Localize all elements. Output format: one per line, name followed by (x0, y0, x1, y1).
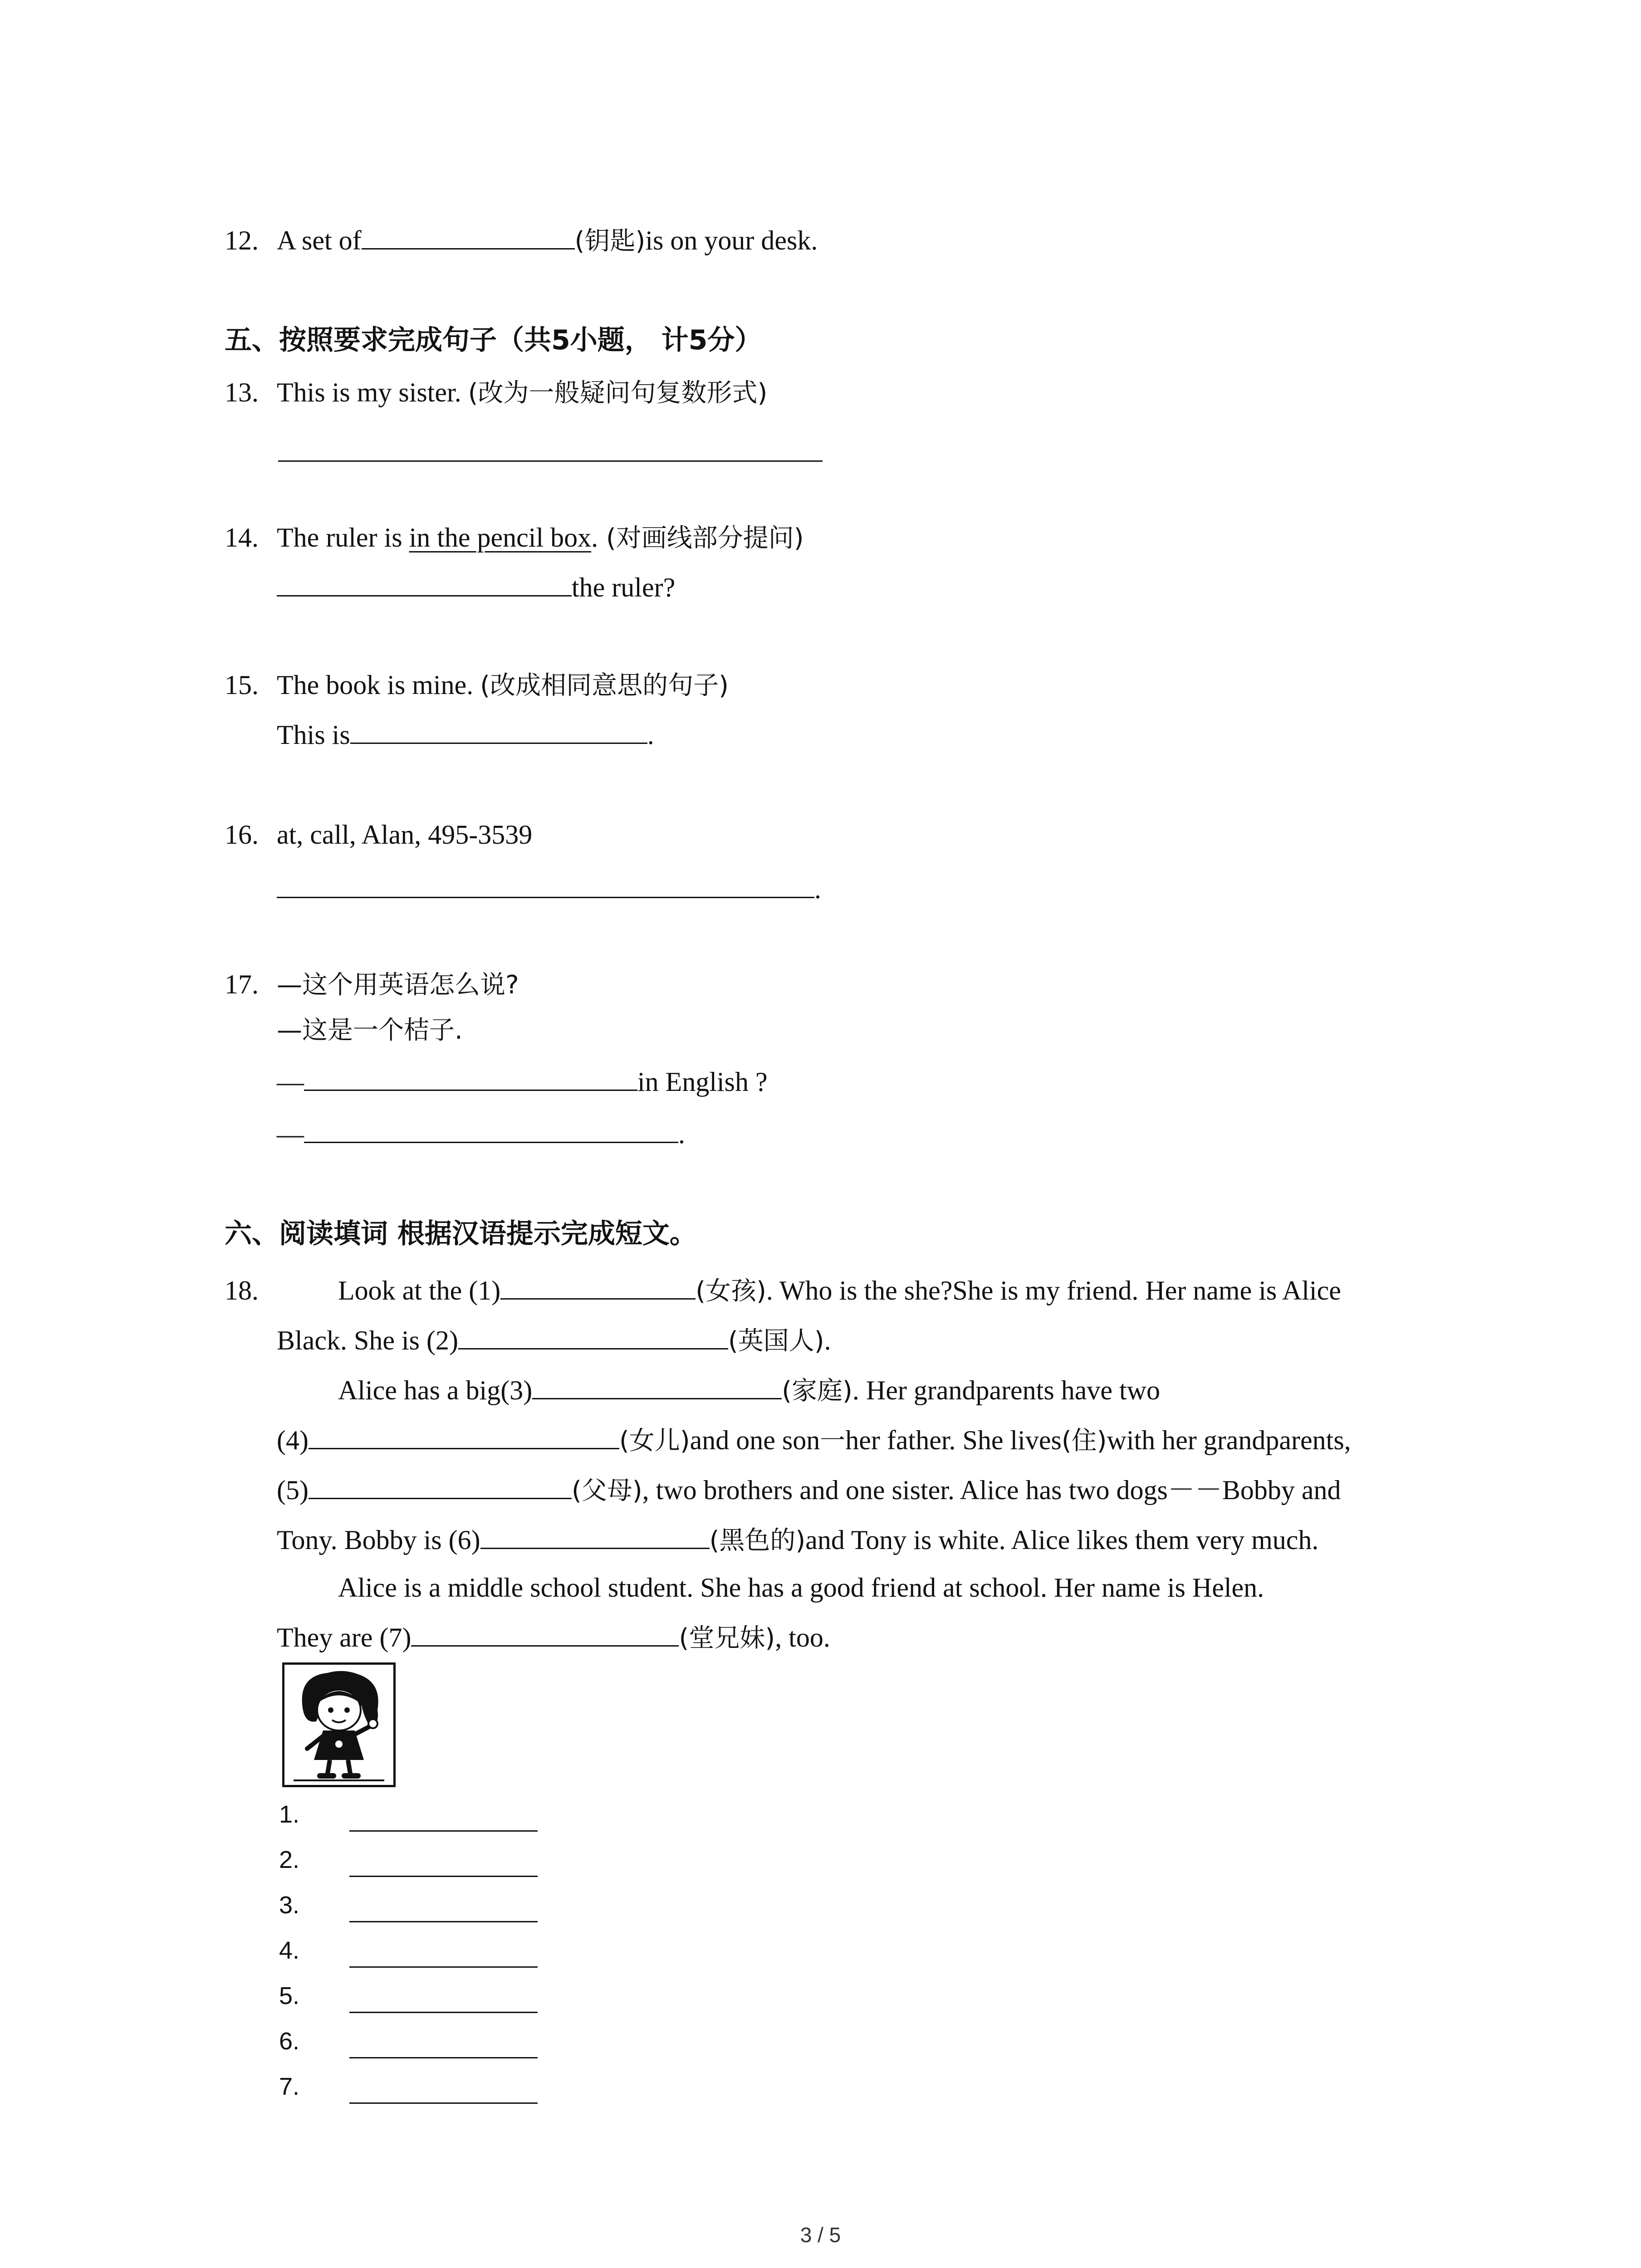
passage-text: , two brothers and one sister. Alice has two dogs－－Bobby and (642, 1475, 1341, 1505)
passage-text: Look at the (1) (338, 1276, 501, 1305)
question-14 (225, 519, 804, 557)
answer-line-1[interactable] (349, 1830, 538, 1832)
answer-blank[interactable] (304, 1116, 678, 1143)
answer-blank[interactable] (411, 1620, 679, 1647)
passage-text: 一 (820, 1426, 846, 1456)
underlined-phrase: in the pencil box (409, 523, 592, 552)
question-text: . (591, 523, 598, 552)
question-text: A set of (277, 225, 362, 255)
passage-line-8 (277, 1619, 830, 1657)
answer-blank[interactable] (277, 570, 572, 596)
question-text: . (678, 1119, 685, 1149)
answer-line-6[interactable] (349, 2057, 538, 2058)
chinese-hint: (对画线部分提问) (598, 523, 804, 553)
question-number: 15. (225, 670, 259, 700)
question-text: The book is mine. (277, 670, 474, 700)
girl-icon (284, 1665, 393, 1785)
answer-blank[interactable] (362, 223, 575, 249)
passage-line-1 (225, 1272, 1341, 1310)
answer-line-2[interactable] (349, 1876, 538, 1877)
dash: — (277, 1119, 304, 1149)
answer-label-5: 5. (279, 1982, 300, 2009)
chinese-prompt: —这是一个桔子. (277, 1016, 463, 1045)
page-number: 3 / 5 (800, 2223, 841, 2247)
passage-text: Black. She is (2) (277, 1325, 458, 1355)
question-number: 16. (225, 820, 259, 850)
passage-text: . (824, 1325, 831, 1355)
question-number: 18. (225, 1276, 259, 1305)
question-text: This is my sister. (277, 377, 461, 407)
answer-blank[interactable] (309, 1472, 572, 1499)
chinese-prompt: —这个用英语怎么说? (277, 970, 519, 1000)
question-13 (225, 374, 767, 411)
question-text: the ruler? (572, 572, 676, 602)
answer-blank[interactable] (309, 1422, 619, 1449)
passage-line-3 (338, 1372, 1160, 1409)
passage-text: Alice has a big(3) (338, 1375, 533, 1405)
passage-text: (4) (277, 1425, 309, 1455)
section-6-heading: 六、阅读填词 根据汉语提示完成短文。 (225, 1218, 697, 1250)
chinese-hint: (英国人) (728, 1326, 824, 1356)
passage-text: Alice is a middle school student. She has a good friend at school. Her name is Helen. (338, 1573, 1264, 1603)
answer-line-4[interactable] (349, 1966, 538, 1968)
question-15-line2 (277, 717, 654, 753)
chinese-hint: (女儿) (619, 1426, 690, 1456)
girl-illustration (282, 1662, 396, 1787)
answer-label-7: 7. (279, 2073, 300, 2100)
question-12 (225, 222, 818, 259)
question-text: . (814, 874, 821, 904)
chinese-hint: (改成相同意思的句子) (480, 671, 729, 700)
question-text: is on your desk. (645, 225, 818, 255)
question-14-line2 (277, 569, 675, 606)
chinese-hint: (黑色的) (709, 1526, 806, 1555)
chinese-hint: (钥匙) (574, 226, 646, 256)
question-15 (225, 667, 729, 704)
section-5-heading: 五、按照要求完成句子（共5小题， 计5分） (225, 324, 762, 356)
question-text: in English ? (637, 1067, 768, 1097)
question-text: at, call, Alan, 495-3539 (277, 820, 533, 850)
chinese-hint: (女孩) (696, 1276, 766, 1306)
question-16-line2 (277, 871, 821, 907)
question-text: . (647, 720, 654, 750)
chinese-hint: (家庭) (782, 1376, 852, 1406)
answer-label-4: 4. (279, 1937, 300, 1964)
answer-blank[interactable] (480, 1522, 710, 1549)
question-17-line4 (277, 1116, 685, 1152)
chinese-hint: (堂兄妹) (679, 1623, 775, 1653)
answer-blank[interactable] (304, 1064, 637, 1091)
passage-text: . Her grandparents have two (852, 1375, 1160, 1405)
passage-line-4 (277, 1422, 1351, 1459)
question-17-line3 (277, 1064, 768, 1100)
passage-text: . Who is the she?She is my friend. Her name is Alice (766, 1276, 1341, 1305)
answer-line-7[interactable] (349, 2102, 538, 2104)
answer-line-3[interactable] (349, 1921, 538, 1922)
dash: — (277, 1067, 304, 1097)
passage-line-6 (277, 1522, 1318, 1559)
question-number: 13. (225, 377, 259, 407)
answer-label-6: 6. (279, 2028, 300, 2055)
answer-line-5[interactable] (349, 2012, 538, 2013)
passage-line-7 (338, 1569, 1264, 1606)
question-17-line2 (277, 1012, 463, 1049)
answer-blank[interactable] (277, 871, 814, 898)
answer-line-13[interactable] (278, 460, 823, 462)
passage-text: and one son (690, 1425, 820, 1455)
passage-text: and Tony is white. Alice likes them very much. (805, 1525, 1319, 1555)
question-17 (225, 966, 519, 1003)
passage-text: They are (7) (277, 1623, 411, 1652)
passage-text: , too. (775, 1623, 830, 1652)
answer-label-3: 3. (279, 1892, 300, 1919)
passage-line-2 (277, 1322, 831, 1359)
passage-text: with her grandparents, (1107, 1425, 1351, 1455)
answer-blank[interactable] (458, 1323, 728, 1349)
chinese-hint: (父母) (571, 1476, 642, 1505)
question-text: This is (277, 720, 350, 750)
passage-text: her father. She lives (845, 1425, 1062, 1455)
answer-blank[interactable] (500, 1273, 696, 1300)
answer-blank[interactable] (350, 717, 647, 744)
chinese-hint: (住) (1061, 1426, 1107, 1456)
answer-label-2: 2. (279, 1846, 300, 1873)
answer-label-1: 1. (279, 1801, 300, 1828)
question-number: 14. (225, 523, 259, 552)
question-text: The ruler is (277, 523, 409, 552)
question-16 (225, 816, 532, 853)
passage-text: Tony. Bobby is (6) (277, 1525, 480, 1555)
answer-blank[interactable] (532, 1373, 782, 1399)
question-number: 12. (225, 225, 259, 255)
passage-text: (5) (277, 1475, 309, 1505)
chinese-hint: (改为一般疑问句复数形式) (468, 378, 768, 408)
question-number: 17. (225, 969, 259, 999)
passage-line-5 (277, 1472, 1341, 1509)
